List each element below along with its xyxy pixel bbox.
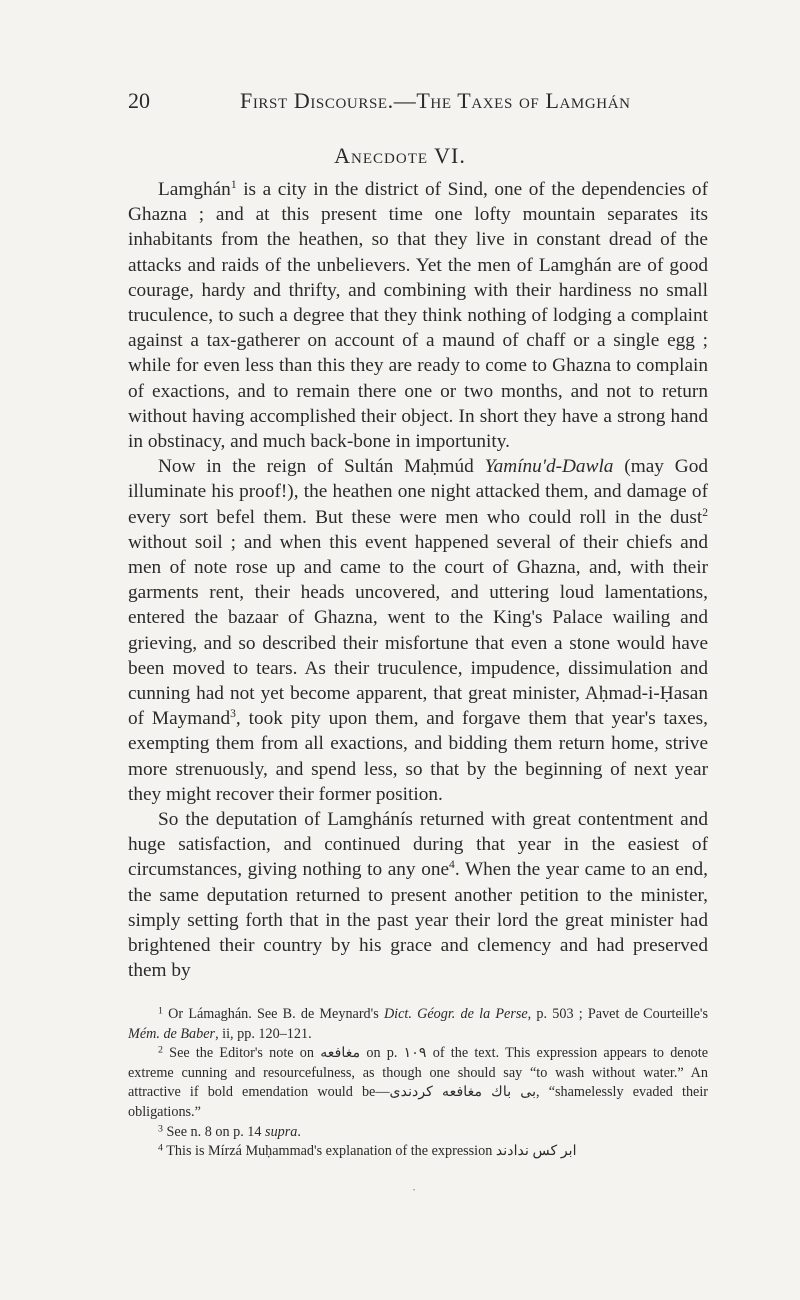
footnote-4 [128, 1142, 708, 1162]
paragraph-2 [128, 454, 708, 807]
text-run: This is Mírzá Muḥammad's explanation of the expression [162, 1143, 496, 1160]
text-run: (may God illuminate his proof!), the heathen one night attacked them, and damage of every sort befel them. But these were men who could roll in the dust [128, 456, 708, 528]
title-italic: Dict. Géogr. de la Perse [383, 1006, 528, 1022]
footnote-number: 2 [158, 1044, 163, 1056]
text-run: See n. 8 on p. 14 [162, 1123, 266, 1140]
arabic-text: بی باك مغافعه كردندی [389, 1084, 537, 1101]
running-header [0, 88, 800, 118]
text-run: on p. ١٠٩ of the text. This expression appears to denote extreme cunning and resourcefulness, as though one should say “to wash without water.” An attractive if bold emendation would be— [128, 1045, 709, 1101]
paragraph-3 [128, 807, 708, 983]
main-text [128, 177, 708, 984]
footnote-2 [128, 1044, 708, 1122]
running-head-title: First Discourse.—The Taxes of Lamghán [240, 88, 631, 113]
footnotes [128, 1005, 708, 1162]
text-run: . When the year came to an end, the same deputation returned to present another petition to the minister, simply setting forth that in the past year their lord the great minister had brightened their country by his grace and clemency and had preserved them by [128, 859, 708, 982]
arabic-text: مغافعه [320, 1045, 361, 1062]
title-italic: Yamínu'd-Dawla [484, 456, 614, 478]
text-run: is a city in the district of Sind, one of the dependencies of Ghazna ; and at this present time one lofty mountain separates its inhabitants from the heathen, so that they live in constant dread of the attacks and raids of the unbelievers. Yet the men of Lamghán are of good courage, hardy and thrifty, and combining with their hardiness no small truculence, to such a degree that they think nothing of lodging a complaint against a tax-gatherer on account of a maund of chaff or a single egg ; while for even less than this they are ready to come to Ghazna to complain of exactions, and to remain there one or two months, and not to return without having accomplished their object. In short they have a strong hand in obstinacy, and much back-bone in importunity. [128, 179, 708, 453]
footnote-ref-4: 4 [449, 858, 455, 872]
text-run: , “shamelessly evaded their obligations.” [128, 1084, 708, 1120]
title-italic: Mém. de Baber [128, 1025, 216, 1042]
text-run: Lamghán [158, 179, 231, 200]
footnote-number: 3 [158, 1123, 163, 1135]
text-run: , p. 503 ; Pavet de Courteille's [527, 1006, 708, 1022]
footnote-number: 1 [158, 1005, 163, 1017]
page-number: 20 [128, 88, 150, 113]
footnote-ref-1: 1 [230, 178, 237, 192]
footnote-number: 4 [158, 1142, 163, 1154]
text-italic: supra [265, 1123, 298, 1140]
text-run: , ii, pp. 120–121. [215, 1025, 312, 1042]
page-dot-mark: • [413, 1188, 416, 1194]
footnote-ref-2: 2 [702, 505, 708, 519]
text-run: So the deputation of Lamghánís returned with great contentment and huge satisfaction, and continued during that year in the easiest of circumstances, giving nothing to any one [128, 809, 708, 881]
text-run: without soil ; and when this event happened several of their chiefs and men of note rose up and came to the court of Ghazna, and, with their garments rent, their heads uncovered, and uttering loud lamentations, entered the bazaar of Ghazna, went to the King's Palace wailing and grieving, and so described their misfortune that even a stone would have been moved to tears. As their truculence, impudence, dissimulation and cunning had not yet become apparent, that great minister, Aḥmad-i-Ḥasan of Maymand [128, 531, 708, 730]
footnote-3 [128, 1123, 708, 1143]
footnote-1 [128, 1005, 708, 1044]
text-run: See the Editor's note on [162, 1045, 321, 1062]
footnote-ref-3: 3 [230, 707, 236, 721]
paragraph-1 [128, 177, 708, 454]
arabic-text: ابر کس ندادند [495, 1143, 577, 1160]
section-title: Anecdote VI. [334, 143, 466, 168]
text-run: Now in the reign of Sultán Maḥmúd [158, 456, 485, 478]
text-run: , took pity upon them, and forgave them that year's taxes, exempting them from all exactions, and bidding them return home, strive more strenuously, and spend less, so that by the beginning of next year they might recover their former position. [128, 708, 708, 805]
text-run: Or Lámaghán. See B. de Meynard's [162, 1006, 384, 1022]
text-run: . [297, 1123, 301, 1140]
